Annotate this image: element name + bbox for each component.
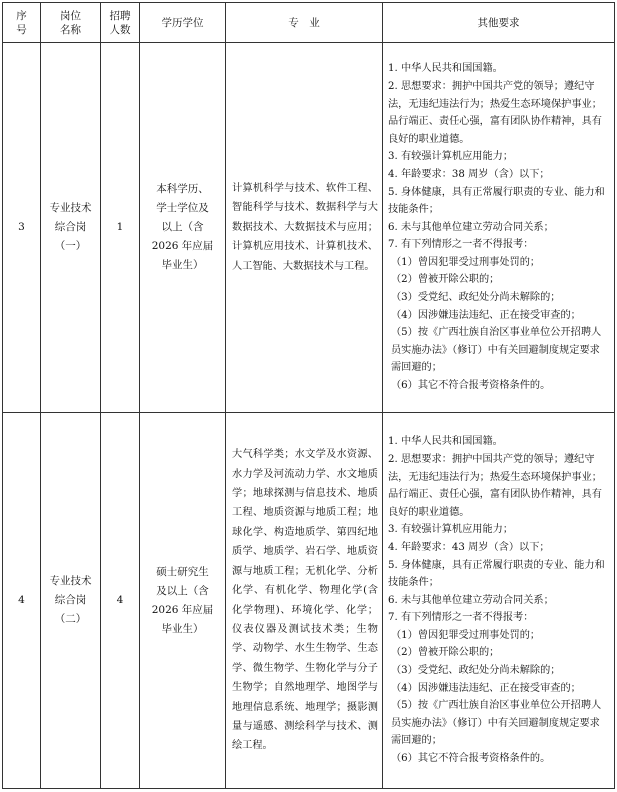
requirement-item: 1. 中华人民共和国国籍。 (388, 436, 503, 448)
exclusion-item: （2）曾被开除公职的； (391, 274, 500, 286)
requirement-item: 7. 有下列情形之一者不得报考： (388, 239, 534, 251)
row-position: 专业技术 综合岗 （二） (41, 413, 101, 789)
recruitment-table (2, 2, 615, 789)
requirement-item: 5. 身体健康，具有正常履行职责的专业、能力和技能条件； (388, 559, 605, 589)
header-education: 学历学位 (140, 3, 226, 43)
row-seq: 3 (3, 43, 41, 413)
requirement-item: 4. 年龄要求：43 周岁（含）以下； (388, 541, 550, 553)
exclusion-item: （6）其它不符合报考资格条件的。 (391, 753, 551, 765)
header-position: 岗位 名称 (41, 3, 101, 43)
exclusion-item: （6）其它不符合报考资格条件的。 (391, 380, 551, 392)
row-count: 1 (101, 43, 140, 413)
row-requirements (383, 413, 615, 789)
exclusion-item: （5）按《广西壮族自治区事业单位公开招聘人员实施办法》（修订）中有关回避制度规定要求需回避的； (391, 700, 602, 747)
header-row (3, 3, 615, 43)
exclusion-item: （1）曾因犯罪受过刑事处罚的； (391, 629, 541, 641)
table-row (3, 413, 615, 789)
row-major: 计算机科学与技术、软件工程、智能科学与技术、数据科学与大数据技术、大数据技术与应用；计算机应用技术、计算机技术、人工智能、大数据技术与工程。 (226, 43, 383, 413)
requirement-item: 3. 有较强计算机应用能力； (388, 524, 514, 536)
exclusion-item: （1）曾因犯罪受过刑事处罚的； (391, 256, 541, 268)
header-major: 专 业 (226, 3, 383, 43)
requirement-item: 7. 有下列情形之一者不得报考： (388, 612, 534, 624)
requirement-item: 3. 有较强计算机应用能力； (388, 151, 514, 163)
row-education: 本科学历、 学士学位及 以上（含 2026 年应届 毕业生） (140, 43, 226, 413)
requirement-item: 1. 中华人民共和国国籍。 (388, 63, 503, 75)
row-requirements (383, 43, 615, 413)
requirement-item: 2. 思想要求：拥护中国共产党的领导；遵纪守法，无违纪违法行为；热爱生态环境保护事业；品行端正、责任心强，富有团队协作精神，具有良好的职业道德。 (388, 453, 602, 518)
header-seq: 序 号 (3, 3, 41, 43)
requirement-item: 4. 年龄要求：38 周岁（含）以下； (388, 168, 550, 180)
row-position: 专业技术 综合岗 （一） (41, 43, 101, 413)
header-count: 招聘 人数 (101, 3, 140, 43)
row-seq: 4 (3, 413, 41, 789)
requirement-item: 6. 未与其他单位建立劳动合同关系； (388, 594, 554, 606)
row-count: 4 (101, 413, 140, 789)
requirement-item: 5. 身体健康，具有正常履行职责的专业、能力和技能条件； (388, 186, 605, 216)
requirement-item: 2. 思想要求：拥护中国共产党的领导；遵纪守法，无违纪违法行为；热爱生态环境保护事业；品行端正、责任心强，富有团队协作精神，具有良好的职业道德。 (388, 80, 602, 145)
exclusion-item: （3）受党纪、政纪处分尚未解除的； (391, 665, 561, 677)
exclusion-item: （4）因涉嫌违法违纪、正在接受审查的； (391, 309, 581, 321)
row-major: 大气科学类；水文学及水资源、水力学及河流动力学、水文地质学；地球探测与信息技术、地质工程、地质资源与地质工程；地球化学、构造地质学、第四纪地质学、地质学、岩石学、地质资源与地质工程；无机化学、分析化学、有机化学、物理化学(含化学物理)、环境化学、化学；仪表仪器及测试技术类；生物学、动物学、水生生物学、生态学、微生物学、生物化学与分子生物学；自然地理学、地图学与地理信息系统、地理学；摄影测量与遥感、测绘科学与技术、测绘工程。 (226, 413, 383, 789)
exclusion-item: （2）曾被开除公职的； (391, 647, 500, 659)
requirement-item: 6. 未与其他单位建立劳动合同关系； (388, 221, 554, 233)
exclusion-item: （5）按《广西壮族自治区事业单位公开招聘人员实施办法》（修订）中有关回避制度规定要求需回避的； (391, 327, 602, 374)
exclusion-item: （4）因涉嫌违法违纪、正在接受审查的； (391, 682, 581, 694)
header-other-requirements: 其他要求 (383, 3, 615, 43)
exclusion-item: （3）受党纪、政纪处分尚未解除的； (391, 292, 561, 304)
table-row (3, 43, 615, 413)
row-education: 硕士研究生 及以上（含 2026 年应届 毕业生） (140, 413, 226, 789)
